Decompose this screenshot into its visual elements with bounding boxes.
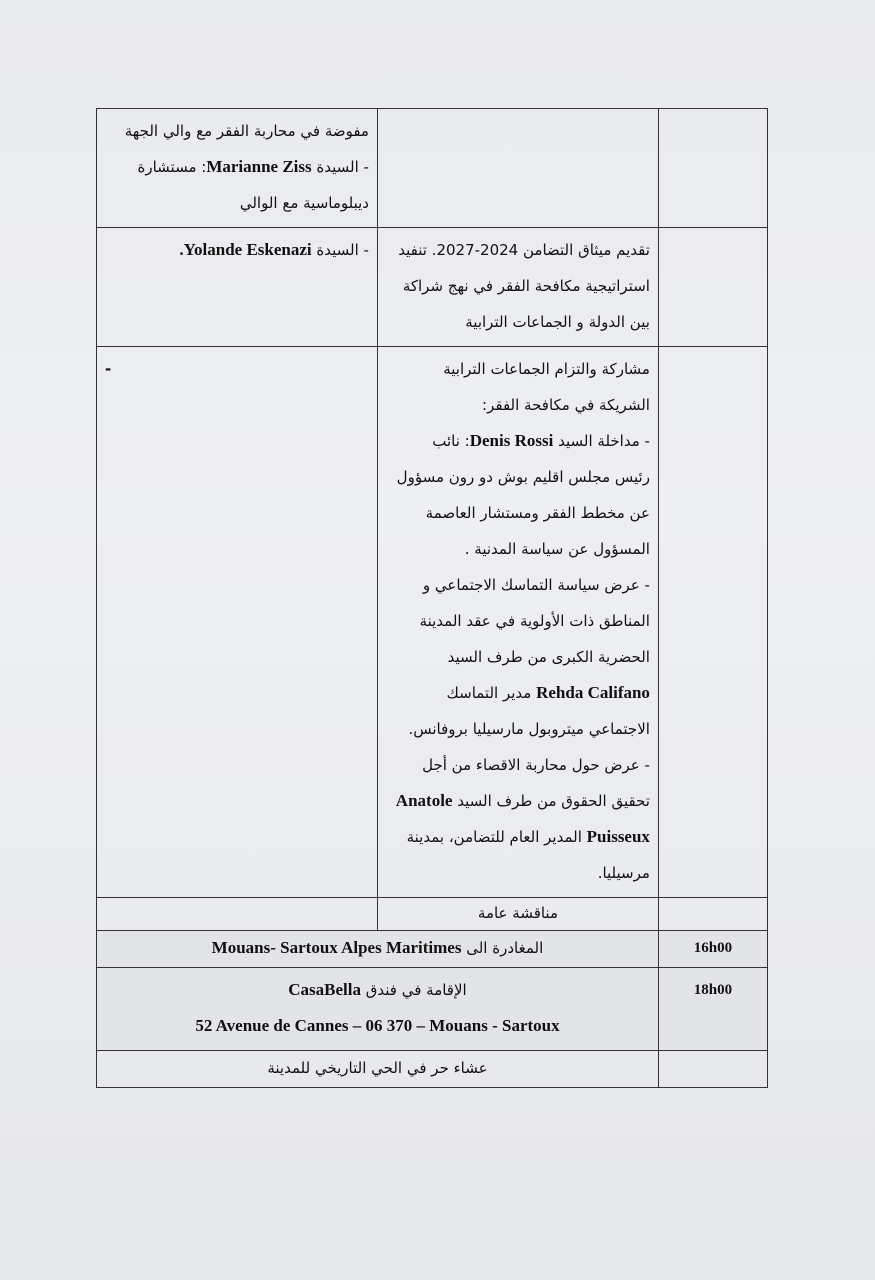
event-cell xyxy=(97,1051,659,1088)
text-segment: المدير العام للتضامن، بمدينة xyxy=(406,828,587,846)
time-cell xyxy=(658,228,767,347)
time-cell xyxy=(658,898,767,931)
text-segment: : نائب xyxy=(432,432,470,450)
event-cell xyxy=(97,931,659,968)
text-line xyxy=(386,675,650,711)
speaker-name: Puisseux xyxy=(586,827,650,846)
text-segment: - السيدة xyxy=(311,158,369,176)
text-line: رئيس مجلس اقليم بوش دو رون مسؤول xyxy=(396,468,650,486)
text-line: الحضرية الكبرى من طرف السيد xyxy=(447,648,650,666)
text-segment: . xyxy=(179,240,184,259)
destination-name: Mouans- Sartoux Alpes Maritimes xyxy=(211,938,462,957)
discussion-label: مناقشة عامة xyxy=(477,904,558,922)
text-line xyxy=(105,232,369,268)
table-row xyxy=(97,109,768,228)
activity-cell xyxy=(377,109,658,228)
text-line: استراتيجية مكافحة الفقر في نهج شراكة xyxy=(402,277,650,295)
text-line xyxy=(386,819,650,855)
speaker-name: Yolande Eskenazi xyxy=(183,240,312,259)
speakers-cell xyxy=(97,347,378,898)
time-label: 18h00 xyxy=(693,982,733,998)
text-line: المناطق ذات الأولوية في عقد المدينة xyxy=(419,612,650,630)
table-row xyxy=(97,347,768,898)
hotel-address: 52 Avenue de Cannes – 06 370 – Mouans - Sartoux xyxy=(195,1016,560,1035)
speaker-name: Denis Rossi xyxy=(469,431,554,450)
time-cell xyxy=(658,1051,767,1088)
speaker-name: Anatole xyxy=(395,791,453,810)
text-line: مشاركة والتزام الجماعات الترابية xyxy=(443,360,650,378)
table-row xyxy=(97,898,768,931)
text-segment: المغادرة الى xyxy=(461,939,544,957)
text-segment: - مداخلة السيد xyxy=(553,432,650,450)
text-line xyxy=(105,149,369,185)
speakers-cell xyxy=(97,898,378,931)
text-line: المسؤول عن سياسة المدنية . xyxy=(464,540,650,558)
time-cell xyxy=(658,931,767,968)
dash-mark: - xyxy=(105,360,112,378)
text-segment: : مستشارة xyxy=(137,158,207,176)
text-line: تقديم ميثاق التضامن 2024-2027. تنفيد xyxy=(398,241,650,259)
table-row xyxy=(97,1051,768,1088)
text-line: - عرض سياسة التماسك الاجتماعي و xyxy=(422,576,650,594)
text-segment: الإقامة في فندق xyxy=(360,981,467,999)
text-line: ديبلوماسية مع الوالي xyxy=(239,194,369,212)
text-line: - عرض حول محاربة الاقصاء من أجل xyxy=(422,756,650,774)
dinner-label: عشاء حر في الحي التاريخي للمدينة xyxy=(267,1059,488,1077)
hotel-name: CasaBella xyxy=(288,980,361,999)
activity-cell xyxy=(377,228,658,347)
speaker-name: Marianne Ziss xyxy=(206,157,312,176)
time-cell xyxy=(658,968,767,1051)
speakers-cell xyxy=(97,228,378,347)
time-cell xyxy=(658,109,767,228)
activity-cell xyxy=(377,347,658,898)
text-line xyxy=(105,972,650,1008)
speaker-name: Rehda Califano xyxy=(536,683,650,702)
time-label: 16h00 xyxy=(693,940,733,956)
text-line: عن مخطط الفقر ومستشار العاصمة xyxy=(425,504,650,522)
text-segment: تحقيق الحقوق من طرف السيد xyxy=(452,792,650,810)
text-line: الاجتماعي ميتروبول مارسيليا بروفانس. xyxy=(408,720,650,738)
speakers-cell xyxy=(97,109,378,228)
text-line: مفوضة في محاربة الفقر مع والي الجهة xyxy=(124,122,369,140)
text-line xyxy=(386,423,650,459)
text-line: الشريكة في مكافحة الفقر: xyxy=(482,396,650,414)
schedule-table xyxy=(96,108,768,1088)
text-line: بين الدولة و الجماعات الترابية xyxy=(465,313,650,331)
text-segment: مدير التماسك xyxy=(446,684,537,702)
event-cell xyxy=(97,968,659,1051)
text-segment: - السيدة xyxy=(311,241,369,259)
text-line: مرسيليا. xyxy=(597,864,650,882)
activity-cell xyxy=(377,898,658,931)
text-line xyxy=(386,783,650,819)
table-row xyxy=(97,931,768,968)
time-cell xyxy=(658,347,767,898)
table-row xyxy=(97,228,768,347)
table-row xyxy=(97,968,768,1051)
